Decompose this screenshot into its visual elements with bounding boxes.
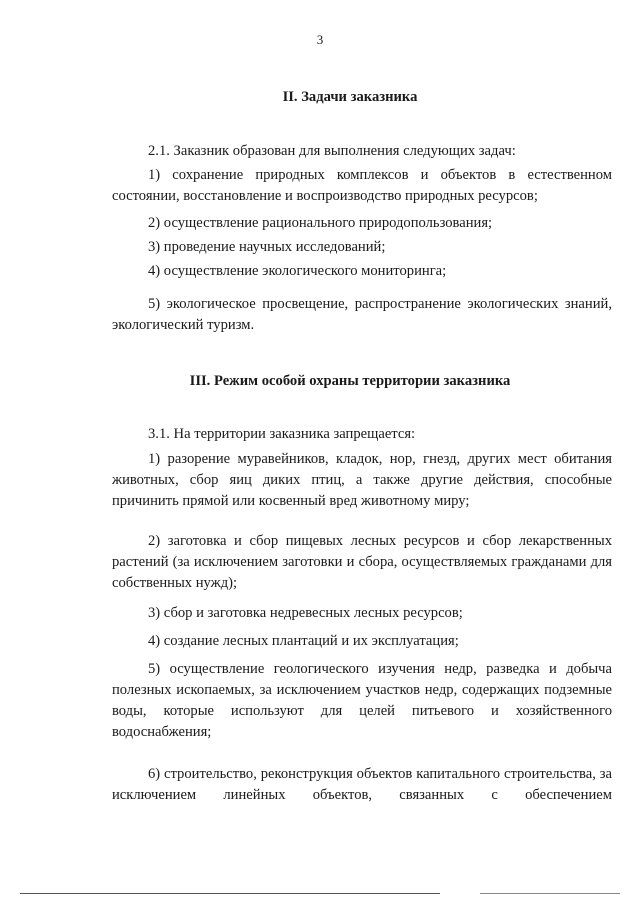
page-number: 3 xyxy=(316,32,324,47)
task-item-2: 2) осуществление рационального природопользования; xyxy=(148,215,493,231)
prohibition-item-2: 2) заготовка и сбор пищевых лесных ресурсов и сбор лекарственных растений (за исключением заготовки и сбора, осуществляемых гражданами для собственных нужд); xyxy=(112,533,612,591)
task-item-3: 3) проведение научных исследований; xyxy=(148,239,386,255)
prohibition-item-4: 4) создание лесных плантаций и их эксплуатация; xyxy=(148,633,459,649)
prohibition-item-6: 6) строительство, реконструкция объектов капитального строительства, за исключением линейных объектов, связанных с обеспечением xyxy=(112,766,612,803)
prohibition-item-5: 5) осуществление геологического изучения недр, разведка и добыча полезных ископаемых, за исключением участков недр, содержащих подземные воды, которые используют для целей питьевого и хозяйственного водоснабжения; xyxy=(112,661,612,740)
task-item-4: 4) осуществление экологического мониторинга; xyxy=(148,263,447,279)
paragraph-3-1: 3.1. На территории заказника запрещается: xyxy=(148,426,416,442)
prohibition-item-3: 3) сбор и заготовка недревесных лесных ресурсов; xyxy=(148,605,463,621)
prohibition-item-1: 1) разорение муравейников, кладок, нор, гнезд, других мест обитания животных, сбор яиц диких птиц, а также другие действия, способные причинить прямой или косвенный вред животному миру; xyxy=(112,451,612,509)
footer-rule xyxy=(20,893,440,894)
footer-rule-right xyxy=(480,893,620,894)
section-3-heading: III. Режим особой охраны территории заказника xyxy=(189,373,511,389)
task-item-1: 1) сохранение природных комплексов и объектов в естественном состоянии, восстановление и воспроизводство природных ресурсов; xyxy=(112,167,612,204)
section-2-heading: II. Задачи заказника xyxy=(282,89,418,105)
paragraph-2-1: 2.1. Заказник образован для выполнения следующих задач: xyxy=(148,143,516,159)
task-item-5: 5) экологическое просвещение, распространение экологических знаний, экологический туризм. xyxy=(112,296,612,333)
